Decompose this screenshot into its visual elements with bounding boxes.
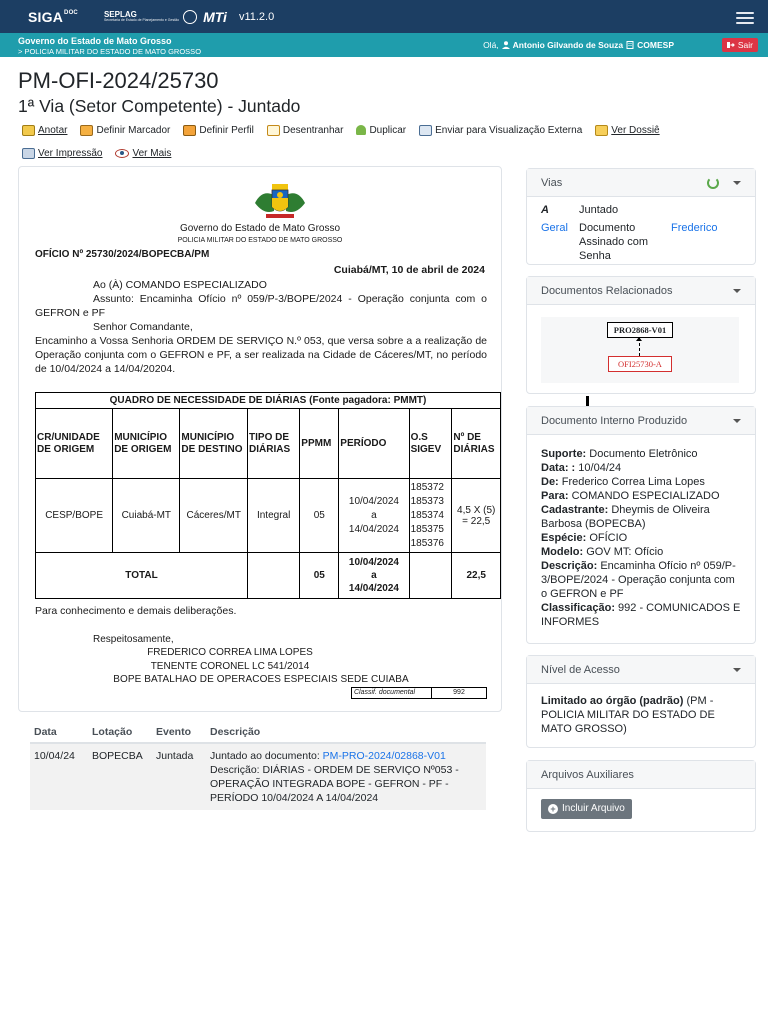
diarias-header: MUNICÍPIO DE ORIGEM (113, 409, 180, 479)
definir-perfil-button[interactable] (183, 125, 253, 136)
event-description (206, 743, 486, 810)
classificacao-value: 992 - COMUNICADOS E INFORMES (541, 602, 741, 628)
cadastrante-label: Cadastrante: (541, 504, 609, 516)
modelo-value: GOV MT: Ofício (586, 546, 664, 558)
internal-document-header[interactable] (527, 407, 755, 435)
total-ppmm: 05 (300, 553, 339, 599)
ver-impressao-button[interactable] (22, 148, 102, 159)
scroll-marker (586, 396, 589, 406)
periodo-inicio: 10/04/2024 (348, 495, 399, 507)
mti-logo: MTi (203, 8, 227, 25)
diarias-header: MUNICÍPIO DE DESTINO (180, 409, 248, 479)
graph-node-current[interactable]: OFI25730-A (608, 356, 672, 372)
row-ppmm: 05 (300, 479, 339, 553)
org-breadcrumb[interactable]: > POLICIA MILITAR DO ESTADO DE MATO GROSSO (18, 47, 202, 56)
row-tipo: Integral (248, 479, 300, 553)
cadastrante-value: Dheymis de Oliveira Barbosa (BOPECBA) (541, 504, 710, 530)
version-label: v11.2.0 (238, 10, 275, 23)
table-row (36, 479, 501, 553)
row-origem: Cuiabá-MT (113, 479, 180, 553)
diarias-header: O.S SIGEV (409, 409, 452, 479)
chevron-down-icon[interactable] (733, 289, 741, 293)
letter-body: Encaminho a Vossa Senhoria ORDEM DE SERVIÇO N.º 053, que versa sobre a a realização de Operação conjunta com o GEFRON e PF, a ser realizada na Cidade de Cáceres/MT, no período de 10/04/2024 a 14/04/20204. (35, 335, 487, 375)
access-level-title: Nível de Acesso (541, 663, 620, 676)
classificacao-label: Classificação: (541, 602, 615, 614)
document-preview (18, 166, 502, 712)
letter-closing: Para conhecimento e demais deliberações. (35, 605, 237, 617)
government-bar (0, 33, 768, 57)
ver-dossie-button[interactable] (595, 125, 659, 136)
suporte-value: Documento Eletrônico (589, 448, 698, 460)
sigev-number: 185376 (410, 537, 444, 549)
page-subtitle: 1ª Via (Setor Competente) - Juntado (18, 96, 301, 116)
graph-node-parent[interactable]: PRO2868-V01 (607, 322, 673, 338)
via-detail-row (541, 219, 741, 265)
periodo-sep: a (371, 509, 377, 521)
para-value: COMANDO ESPECIALIZADO (571, 490, 720, 502)
diarias-header: CR/UNIDADE DE ORIGEM (36, 409, 113, 479)
eye-icon (115, 149, 129, 158)
signer-unit: BOPE BATALHAO DE OPERACOES ESPECIAIS SEDE CUIABA (113, 674, 409, 685)
building-icon (626, 41, 634, 49)
events-header-lotacao: Lotação (88, 722, 152, 743)
diarias-header: TIPO DE DIÁRIAS (248, 409, 300, 479)
siga-logo-text: SIGA (28, 8, 64, 25)
tag-icon (80, 125, 93, 136)
diarias-header: PPMM (300, 409, 339, 479)
total-periodo-inicio: 10/04/2024 (348, 557, 399, 568)
sigev-number: 185375 (410, 523, 444, 535)
access-level-card (526, 655, 756, 748)
printer-icon (22, 148, 35, 159)
descricao-label: Descrição: (541, 560, 598, 572)
document-toolbar (22, 120, 762, 166)
table-total-row (36, 553, 501, 599)
user-icon (502, 41, 510, 49)
desentranhar-button[interactable] (267, 125, 344, 136)
diarias-header: Nº DE DIÁRIAS (452, 409, 501, 479)
internal-document-details (527, 435, 755, 635)
ver-mais-label: Ver Mais (132, 147, 172, 159)
vias-card (526, 168, 756, 265)
duplicar-button[interactable] (356, 125, 406, 136)
definir-perfil-label: Definir Perfil (199, 124, 254, 136)
seplag-logo-subtext: Secretaria de Estado de Planejamento e Gestão (103, 17, 180, 22)
anotar-button[interactable] (22, 125, 67, 136)
gov-title: Governo do Estado de Mato Grosso (18, 36, 172, 46)
diarias-table (35, 392, 501, 599)
row-unidade: CESP/BOPE (36, 479, 113, 553)
letter-recipient: Ao (À) COMANDO ESPECIALIZADO (93, 279, 267, 291)
diarias-table-title: QUADRO DE NECESSIDADE DE DIÁRIAS (Fonte pagadora: PMMT) (36, 393, 501, 409)
vias-title: Vias (541, 176, 563, 189)
greeting-prefix: Olá, (483, 40, 499, 50)
event-date: 10/04/24 (30, 743, 88, 810)
internal-document-title: Documento Interno Produzido (541, 414, 688, 427)
events-header-data: Data (30, 722, 88, 743)
duplicar-label: Duplicar (369, 124, 407, 136)
plus-circle-icon: + (548, 804, 558, 814)
classif-box (351, 687, 487, 699)
via-holder-link[interactable]: Frederico (671, 222, 718, 234)
auxiliary-files-header (527, 761, 755, 789)
internal-document-card (526, 406, 756, 644)
letter-gov-name: Governo do Estado de Mato Grosso (179, 223, 341, 234)
sigev-number: 185373 (410, 495, 444, 507)
enviar-visualizacao-externa-button[interactable] (419, 125, 582, 136)
row-periodo (339, 479, 409, 553)
oficio-number: OFÍCIO Nº 25730/2024/BOPECBA/PM (35, 249, 210, 260)
signer-name: FREDERICO CORREA LIMA LOPES (147, 647, 313, 658)
via-status-row (541, 201, 741, 219)
state-crest-icon (183, 10, 197, 24)
periodo-fim: 14/04/2024 (348, 523, 399, 535)
suporte-label: Suporte: (541, 448, 587, 460)
via-situation: Documento Assinado com Senha (579, 222, 649, 262)
classif-label: Classif. documental (352, 688, 432, 698)
profile-icon (183, 125, 196, 136)
include-file-label: Incluir Arquivo (562, 803, 625, 814)
logout-label: Sair (737, 40, 753, 50)
event-lotacao: BOPECBA (88, 743, 152, 810)
signer-rank: TENENTE CORONEL LC 541/2014 (150, 661, 310, 672)
chevron-down-icon[interactable] (733, 181, 741, 185)
siga-doc-logo[interactable] (28, 9, 78, 25)
enviar-visualizacao-label: Enviar para Visualização Externa (435, 124, 583, 136)
graph-edge (639, 338, 640, 356)
refresh-icon[interactable] (707, 177, 719, 189)
page-title: PM-OFI-2024/25730 (18, 68, 219, 93)
row-diarias: 4,5 X (5) = 22,5 (452, 479, 501, 553)
access-level-main: Limitado ao órgão (padrão) (541, 695, 684, 707)
event-desc-prefix: Juntado ao documento: (210, 750, 320, 762)
letter-date: Cuiabá/MT, 10 de abril de 2024 (333, 264, 485, 276)
user-greeting (483, 40, 674, 50)
sigev-number: 185372 (410, 481, 444, 493)
event-type: Juntada (152, 743, 206, 810)
sigev-number: 185374 (410, 509, 444, 521)
de-label: De: (541, 476, 559, 488)
state-coat-of-arms-icon (252, 181, 308, 221)
especie-value: OFÍCIO (589, 532, 628, 544)
include-file-button[interactable] (541, 799, 632, 819)
logout-button[interactable] (722, 38, 758, 52)
descricao-value: Encaminha Ofício nº 059/P-3/BOPE/2024 - Operação conjunta com o GEFRON e PF (541, 560, 736, 600)
data-value: 10/04/24 (578, 462, 622, 474)
note-icon (22, 125, 35, 136)
definir-marcador-label: Definir Marcador (96, 124, 171, 136)
events-table (30, 722, 486, 810)
ver-dossie-label: Ver Dossiê (611, 124, 660, 136)
row-sigev (409, 479, 452, 553)
related-document-link[interactable]: PM-PRO-2024/02868-V01 (322, 750, 446, 762)
top-navbar (0, 0, 768, 33)
total-periodo (339, 553, 409, 599)
total-tipo-empty (248, 553, 300, 599)
letter-regards: Respeitosamente, (93, 634, 174, 645)
letter-salutation: Senhor Comandante, (93, 321, 193, 333)
seplag-logo-text: SEPLAG (103, 9, 137, 19)
send-external-icon (419, 125, 432, 136)
access-level-detail: (PM - POLICIA MILITAR DO ESTADO DE MATO GROSSO) (541, 695, 715, 735)
total-diarias: 22,5 (452, 553, 501, 599)
anotar-label: Anotar (38, 124, 68, 136)
related-documents-graph (541, 317, 739, 383)
especie-label: Espécie: (541, 532, 587, 544)
page-extract-icon (267, 125, 280, 136)
via-geral-link[interactable]: Geral (541, 222, 568, 234)
events-header-evento: Evento (152, 722, 206, 743)
desentranhar-label: Desentranhar (282, 124, 344, 136)
via-status: Juntado (579, 204, 619, 216)
user-unit[interactable]: COMESP (637, 40, 674, 50)
related-documents-card (526, 276, 756, 394)
total-sigev-empty (409, 553, 452, 599)
event-desc-rest: Descrição: DIÁRIAS - ORDEM DE SERVIÇO Nº053 - OPERAÇÃO INTEGRADA BOPE - GEFRON - PF - PERÍODO 10/04/2024 A 14/04/2024 (210, 764, 459, 804)
duplicate-icon (356, 125, 366, 135)
chevron-down-icon[interactable] (733, 419, 741, 423)
vias-card-header[interactable] (527, 169, 755, 197)
via-letter: A (541, 204, 549, 216)
de-value: Frederico Correa Lima Lopes (561, 476, 705, 488)
definir-marcador-button[interactable] (80, 125, 170, 136)
para-label: Para: (541, 490, 569, 502)
classif-value: 992 (453, 689, 465, 696)
letter-pm-name: POLICIA MILITAR DO ESTADO DE MATO GROSSO (177, 237, 343, 244)
hamburger-menu-icon[interactable] (736, 12, 754, 24)
auxiliary-files-card (526, 760, 756, 832)
related-documents-title: Documentos Relacionados (541, 284, 673, 297)
logout-icon (727, 41, 735, 49)
auxiliary-files-title: Arquivos Auxiliares (541, 768, 634, 781)
seplag-logo (104, 11, 179, 23)
total-periodo-fim: 14/04/2024 (348, 583, 399, 594)
data-label: Data: : (541, 462, 576, 474)
access-level-header[interactable] (527, 656, 755, 684)
diarias-header: PERÍODO (339, 409, 409, 479)
events-header-descricao: Descrição (206, 722, 486, 743)
siga-logo-sup: DOC (64, 9, 78, 16)
modelo-label: Modelo: (541, 546, 584, 558)
table-row (30, 743, 486, 810)
folder-icon (595, 125, 608, 136)
row-destino: Cáceres/MT (180, 479, 248, 553)
related-documents-header[interactable] (527, 277, 755, 305)
letter-subject: Assunto: Encaminha Ofício nº 059/P-3/BOPE/2024 - Operação conjunta com o GEFRON e PF (35, 293, 487, 319)
total-periodo-sep: a (371, 570, 377, 581)
chevron-down-icon[interactable] (733, 668, 741, 672)
ver-impressao-label: Ver Impressão (38, 147, 103, 159)
ver-mais-button[interactable] (115, 148, 171, 159)
user-name: Antonio Gilvando de Souza (512, 40, 624, 50)
access-level-value (527, 684, 755, 746)
total-label: TOTAL (36, 553, 248, 599)
